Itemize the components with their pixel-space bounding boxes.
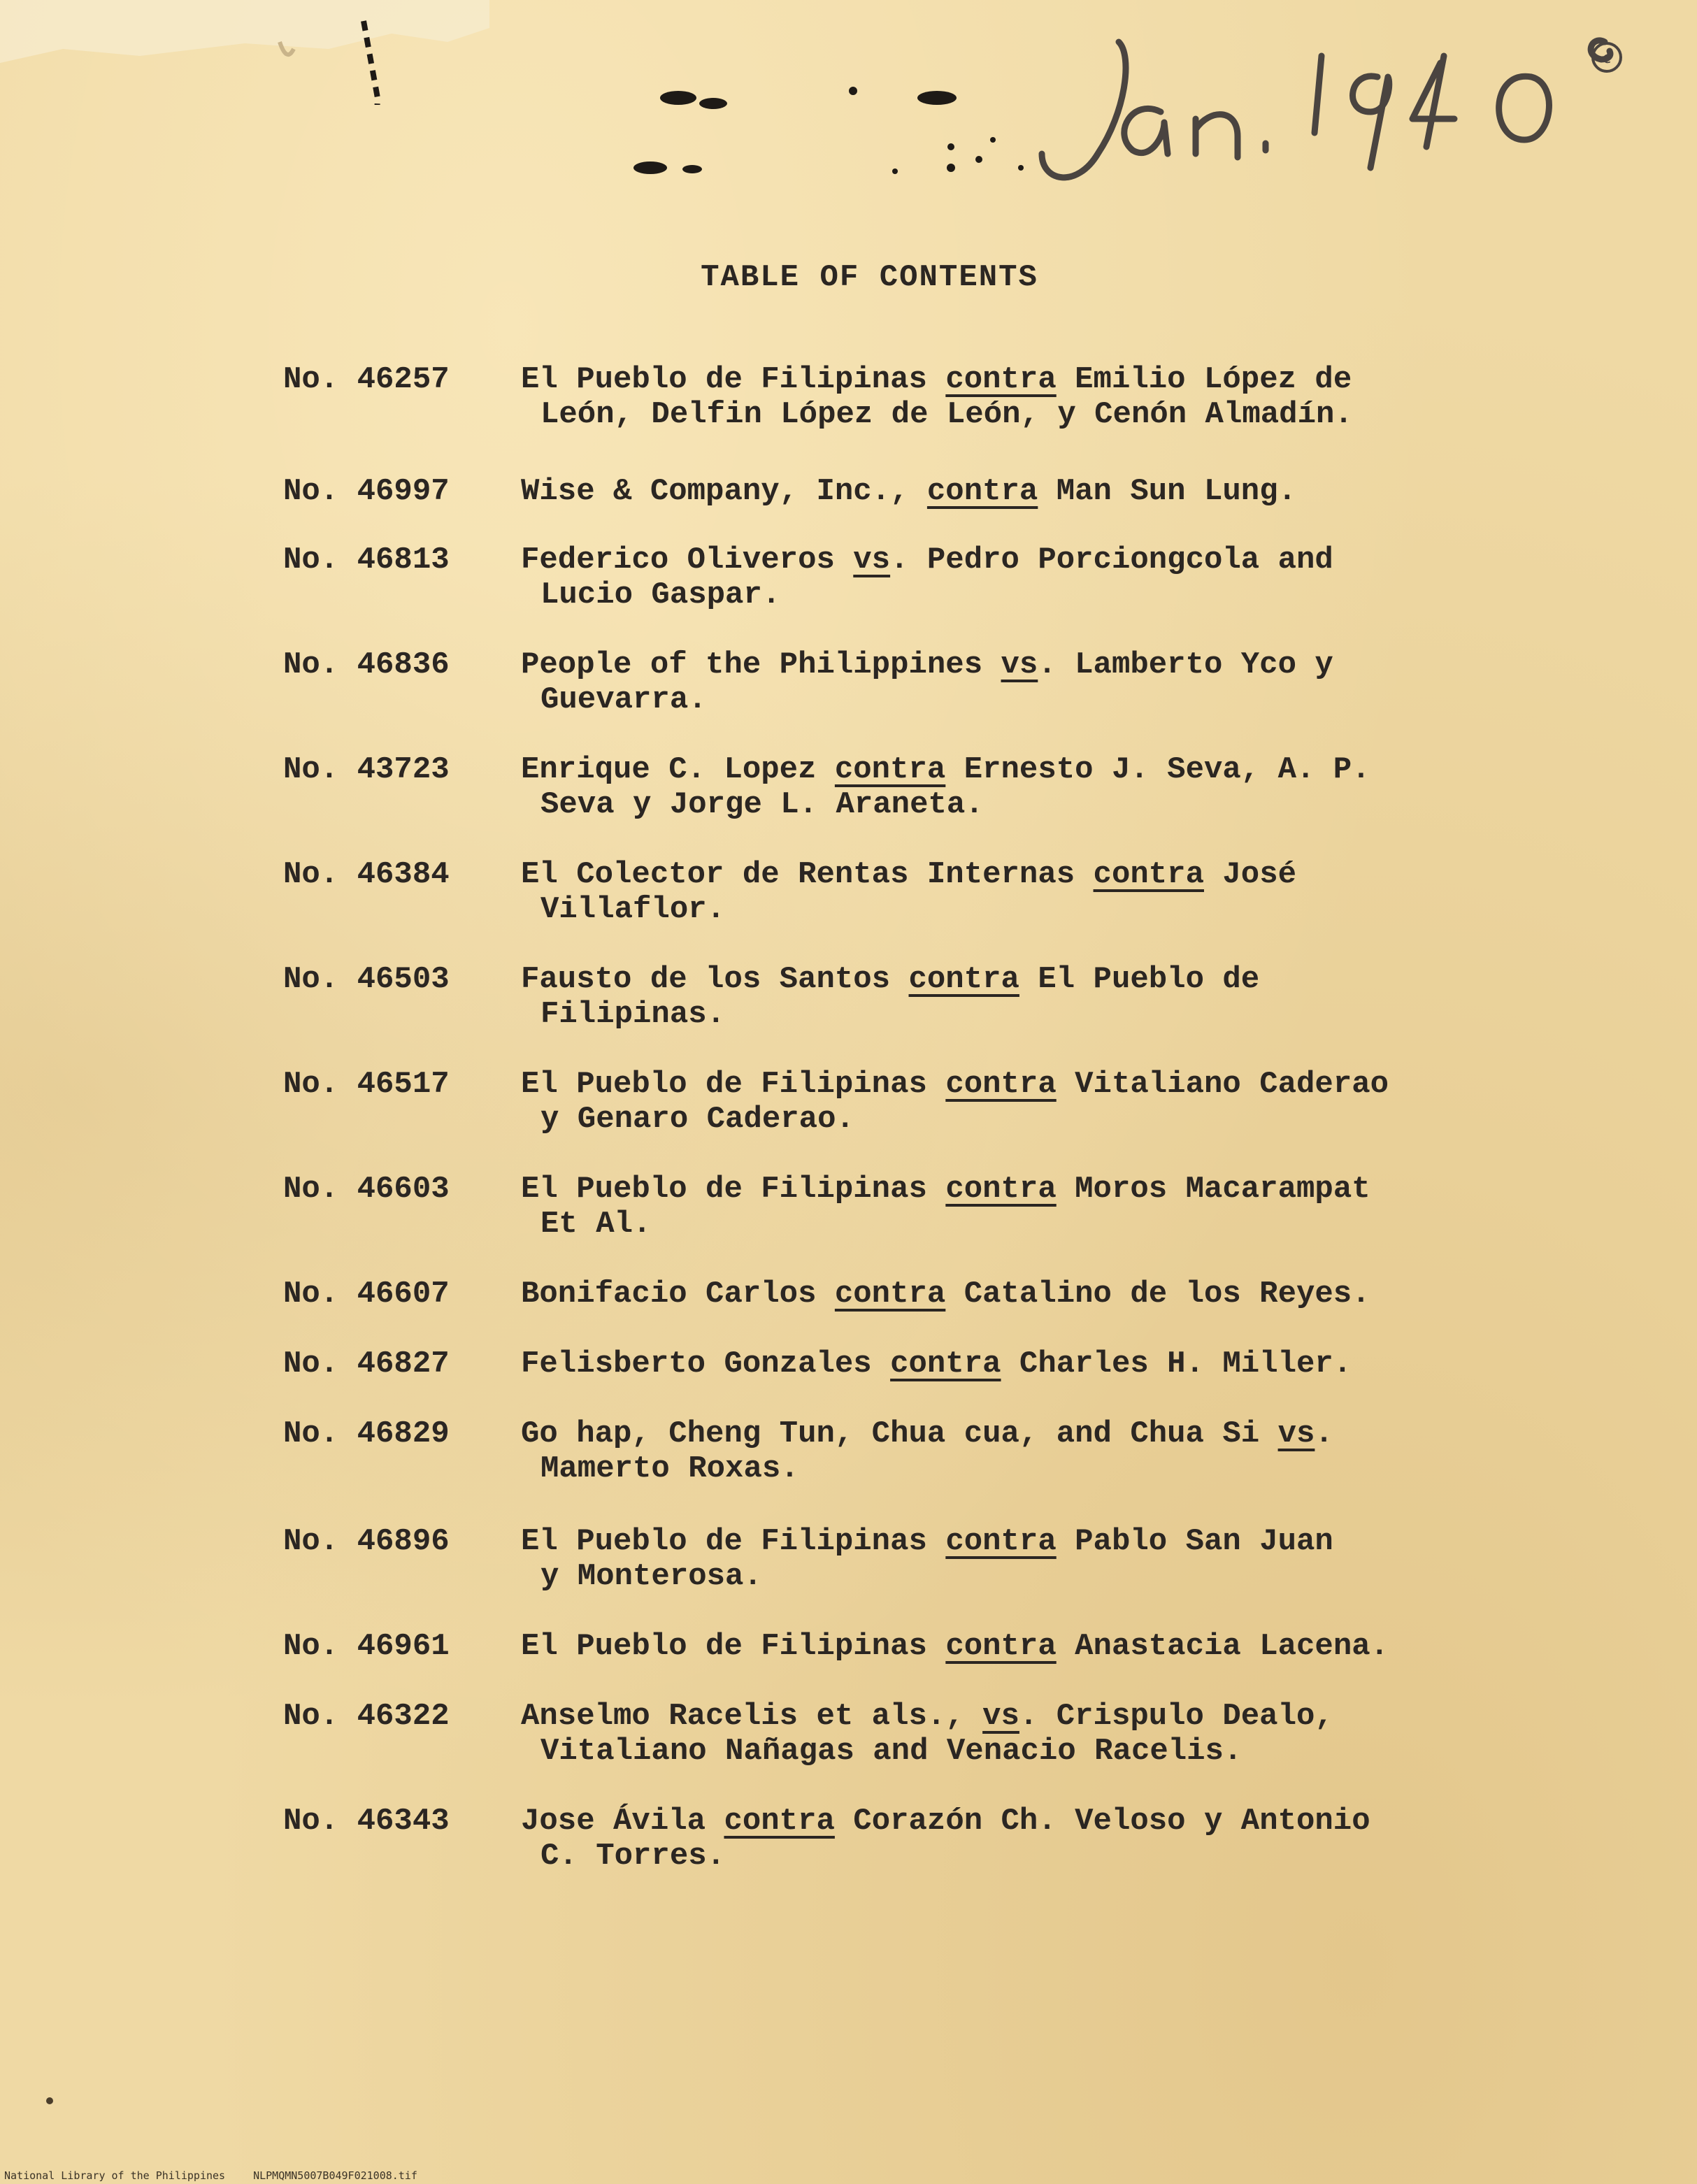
connector: contra (945, 362, 1057, 397)
library-credit: National Library of the Philippines (4, 2169, 226, 2182)
toc-entry (283, 1277, 1542, 1312)
connector: contra (1093, 857, 1204, 892)
toc-entry (283, 1067, 1542, 1137)
case-title: El Pueblo de Filipinas contra Emilio López de León, Delfin López de León, y Cenón Almadín. (521, 362, 1353, 432)
case-title: Federico Oliveros vs. Pedro Porciongcola and Lucio Gaspar. (521, 543, 1333, 612)
case-number: No. 46257 (283, 362, 450, 397)
toc-entry (283, 543, 1542, 612)
case-title: Anselmo Racelis et als., vs. Crispulo Dealo, Vitaliano Nañagas and Venacio Racelis. (521, 1699, 1333, 1769)
case-title: El Pueblo de Filipinas contra Vitaliano Caderao y Genaro Caderao. (521, 1067, 1389, 1137)
toc-entry (283, 857, 1542, 927)
case-title: El Pueblo de Filipinas contra Anastacia Lacena. (521, 1629, 1389, 1664)
case-title: Bonifacio Carlos contra Catalino de los Reyes. (521, 1277, 1370, 1312)
case-number: No. 46896 (283, 1524, 450, 1559)
toc-entry (283, 962, 1542, 1032)
toc-entry (283, 752, 1542, 822)
case-number: No. 46829 (283, 1416, 450, 1451)
connector: contra (945, 1172, 1057, 1207)
connector: contra (945, 1067, 1057, 1102)
case-number: No. 46603 (283, 1172, 450, 1207)
toc-entry (283, 474, 1542, 509)
case-number: No. 46997 (283, 474, 450, 509)
case-number: No. 46827 (283, 1346, 450, 1381)
corner-mark (1586, 36, 1628, 78)
connector: contra (945, 1629, 1057, 1664)
case-title: Fausto de los Santos contra El Pueblo de Filipinas. (521, 962, 1260, 1032)
case-title: Jose Ávila contra Corazón Ch. Veloso y Antonio C. Torres. (521, 1804, 1370, 1874)
toc-entry (283, 647, 1542, 717)
toc-entry (283, 1172, 1542, 1242)
connector: contra (908, 962, 1019, 997)
handwritten-date (1014, 14, 1643, 224)
scan-filename: NLPMQMN5007B049F021008.tif (253, 2169, 417, 2182)
case-number: No. 46517 (283, 1067, 450, 1102)
case-title: Enrique C. Lopez contra Ernesto J. Seva, A. P. Seva y Jorge L. Araneta. (521, 752, 1370, 822)
case-number: No. 46384 (283, 857, 450, 892)
toc-entry (283, 1699, 1542, 1769)
case-title: El Colector de Rentas Internas contra José Villaflor. (521, 857, 1297, 927)
scan-footer (4, 2169, 417, 2182)
toc-entry (283, 362, 1542, 432)
svg-text:c: c (1602, 50, 1612, 67)
connector: contra (724, 1804, 835, 1839)
case-title: El Pueblo de Filipinas contra Moros Macarampat Et Al. (521, 1172, 1370, 1242)
toc-entry (283, 1524, 1542, 1594)
toc-entry (283, 1416, 1542, 1486)
case-number: No. 46836 (283, 647, 450, 682)
case-title: El Pueblo de Filipinas contra Pablo San Juan y Monterosa. (521, 1524, 1333, 1594)
case-number: No. 46322 (283, 1699, 450, 1734)
case-number: No. 46503 (283, 962, 450, 997)
ink-dot (46, 2097, 53, 2104)
connector: vs (1001, 647, 1038, 682)
connector: contra (890, 1346, 1001, 1381)
connector: vs (1277, 1416, 1315, 1451)
case-number: No. 46961 (283, 1629, 450, 1664)
connector: contra (834, 1277, 946, 1312)
page-title: TABLE OF CONTENTS (701, 260, 1038, 295)
case-number: No. 46813 (283, 543, 450, 577)
connector: contra (926, 474, 1038, 509)
case-title: Felisberto Gonzales contra Charles H. Miller. (521, 1346, 1352, 1381)
connector: contra (945, 1524, 1057, 1559)
connector: vs (982, 1699, 1019, 1734)
connector: vs (853, 543, 891, 577)
case-number: No. 43723 (283, 752, 450, 787)
case-number: No. 46607 (283, 1277, 450, 1312)
toc-entry (283, 1346, 1542, 1381)
connector: contra (834, 752, 946, 787)
case-title: Wise & Company, Inc., contra Man Sun Lung. (521, 474, 1297, 509)
ink-smudges (280, 70, 1049, 210)
toc-entry (283, 1629, 1542, 1664)
case-number: No. 46343 (283, 1804, 450, 1839)
toc-entry (283, 1804, 1542, 1874)
case-title: People of the Philippines vs. Lamberto Yco y Guevarra. (521, 647, 1333, 717)
case-title: Go hap, Cheng Tun, Chua cua, and Chua Si vs. Mamerto Roxas. (521, 1416, 1333, 1486)
